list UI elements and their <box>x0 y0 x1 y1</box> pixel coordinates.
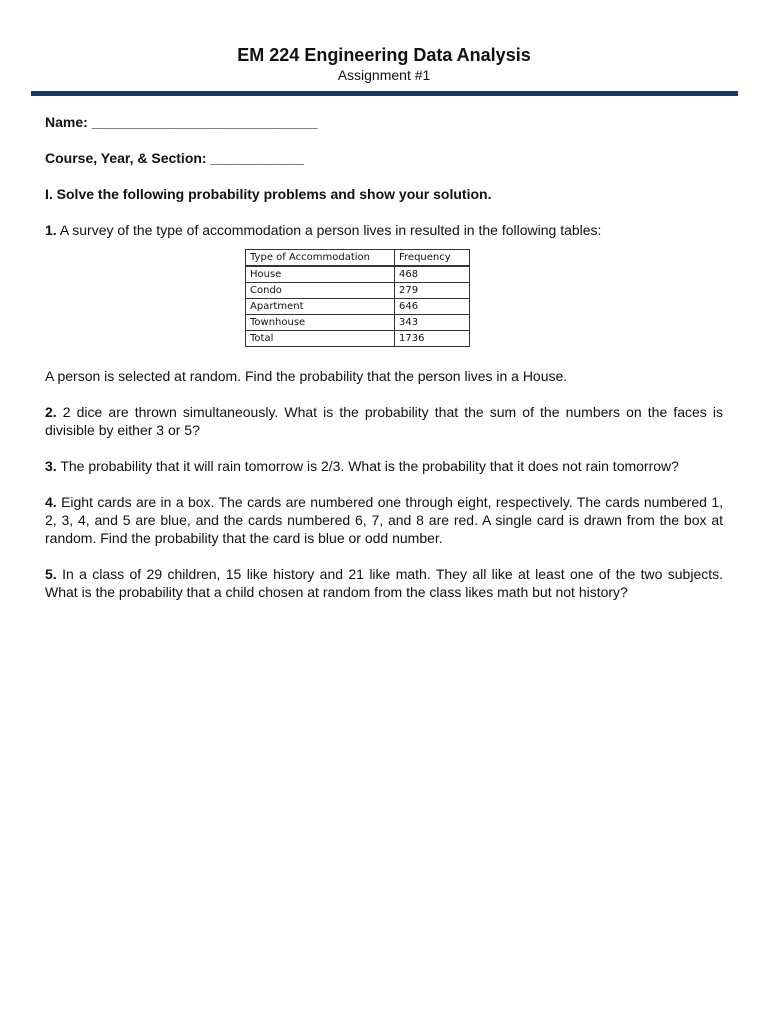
table-header-row <box>246 250 470 267</box>
table-cell: 646 <box>395 299 470 315</box>
problem-4 <box>45 493 723 547</box>
table-cell: Condo <box>246 283 395 299</box>
document-title: EM 224 Engineering Data Analysis <box>237 45 531 65</box>
problem-1 <box>45 221 723 239</box>
table-cell: 343 <box>395 315 470 331</box>
table-row <box>246 299 470 315</box>
problem-number: 3. <box>45 458 57 474</box>
course-blank: ____________ <box>210 150 304 166</box>
document-header <box>0 44 768 84</box>
table-cell: Total <box>246 331 395 347</box>
problem-text: A survey of the type of accommodation a person lives in resulted in the following tables: <box>59 222 602 238</box>
table-cell: 468 <box>395 266 470 283</box>
problem-text: 2 dice are thrown simultaneously. What is the probability that the sum of the numbers on the faces is divisible by either 3 or 5? <box>45 404 723 438</box>
table-cell: 279 <box>395 283 470 299</box>
table-header-cell: Type of Accommodation <box>246 250 395 267</box>
document-body <box>45 113 723 601</box>
course-label: Course, Year, & Section: <box>45 150 207 166</box>
name-field <box>45 113 723 131</box>
problem-text: In a class of 29 children, 15 like history and 21 like math. They all like at least one of the two subjects. What is the probability that a child chosen at random from the class likes math but not history? <box>45 566 724 600</box>
problem-number: 1. <box>45 222 57 238</box>
name-label: Name: <box>45 114 88 130</box>
name-blank: _____________________________ <box>91 114 318 130</box>
problem-5 <box>45 565 723 601</box>
document-subtitle: Assignment #1 <box>337 67 431 83</box>
instructions: I. Solve the following probability problems and show your solution. <box>45 186 492 202</box>
table-row <box>246 266 470 283</box>
accommodation-table <box>245 249 470 347</box>
table-header-cell: Frequency <box>395 250 470 267</box>
header-rule <box>31 91 738 96</box>
problem-1-followup: A person is selected at random. Find the probability that the person lives in a House. <box>45 368 568 384</box>
table-row <box>246 315 470 331</box>
problem-3 <box>45 457 723 475</box>
table-cell: 1736 <box>395 331 470 347</box>
problem-number: 4. <box>45 494 57 510</box>
problem-number: 5. <box>45 566 57 582</box>
table-row <box>246 331 470 347</box>
course-field <box>45 149 723 167</box>
table-cell: Apartment <box>246 299 395 315</box>
problem-text: The probability that it will rain tomorrow is 2/3. What is the probability that it does not rain tomorrow? <box>60 458 679 474</box>
table-cell: House <box>246 266 395 283</box>
problem-2 <box>45 403 723 439</box>
problem-text: Eight cards are in a box. The cards are numbered one through eight, respectively. The cards numbered 1, 2, 3, 4, and 5 are blue, and the cards numbered 6, 7, and 8 are red. A single card is drawn from the box at random. Find the probability that the card is blue or odd number. <box>45 494 723 546</box>
table-cell: Townhouse <box>246 315 395 331</box>
table-row <box>246 283 470 299</box>
problem-number: 2. <box>45 404 57 420</box>
